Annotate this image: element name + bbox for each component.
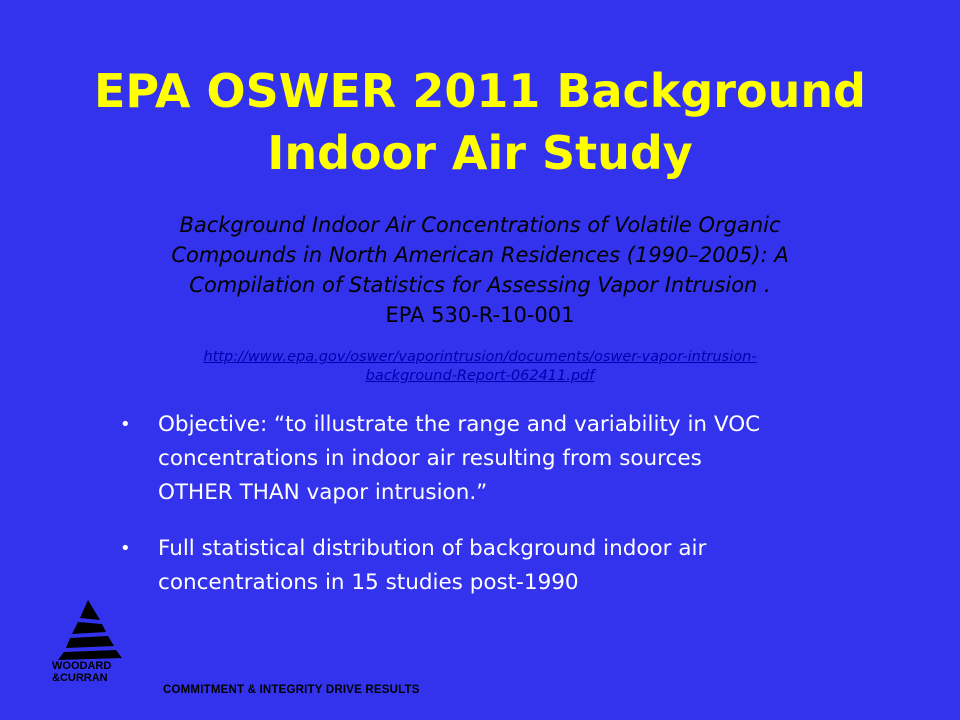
report-link-line-1: http://www.epa.gov/oswer/vaporintrusion/documents/oswer-vapor-intrusion- [203,349,757,365]
bullet-objective [120,408,900,510]
bullet-objective-line-3: OTHER THAN vapor intrusion.” [158,480,488,505]
slide-title-line-1: EPA OSWER 2011 Background [93,64,866,118]
document-citation [100,210,860,330]
bullet-marker: • [120,414,131,435]
citation-line-3: Compilation of Statistics for Assessing Vapor Intrusion . [189,273,771,297]
bullet-distribution-line-1: Full statistical distribution of background indoor air [158,536,707,561]
footer-tagline: COMMITMENT & INTEGRITY DRIVE RESULTS [163,684,420,696]
bullet-objective-line-2: concentrations in indoor air resulting from sources [158,446,702,471]
citation-line-2: Compounds in North American Residences (1990–2005): A [171,243,789,267]
company-logo-text [52,660,132,684]
bullet-distribution-line-2: concentrations in 15 studies post-1990 [158,570,579,595]
logo-text-line-2: &CURRAN [52,672,108,684]
report-link-line-2: background-Report-062411.pdf [365,368,595,384]
slide-title-line-2: Indoor Air Study [267,126,693,180]
bullet-objective-line-1: Objective: “to illustrate the range and variability in VOC [158,412,761,437]
woodard-curran-logo-icon [50,598,132,702]
document-number: EPA 530-R-10-001 [385,303,575,327]
report-pdf-link[interactable] [110,348,850,386]
logo-text-line-1: WOODARD [52,660,112,672]
citation-line-1: Background Indoor Air Concentrations of Volatile Organic [179,213,781,237]
bullet-list [120,408,900,622]
bullet-marker: • [120,538,131,559]
bullet-distribution [120,532,900,600]
slide-title [60,60,900,184]
